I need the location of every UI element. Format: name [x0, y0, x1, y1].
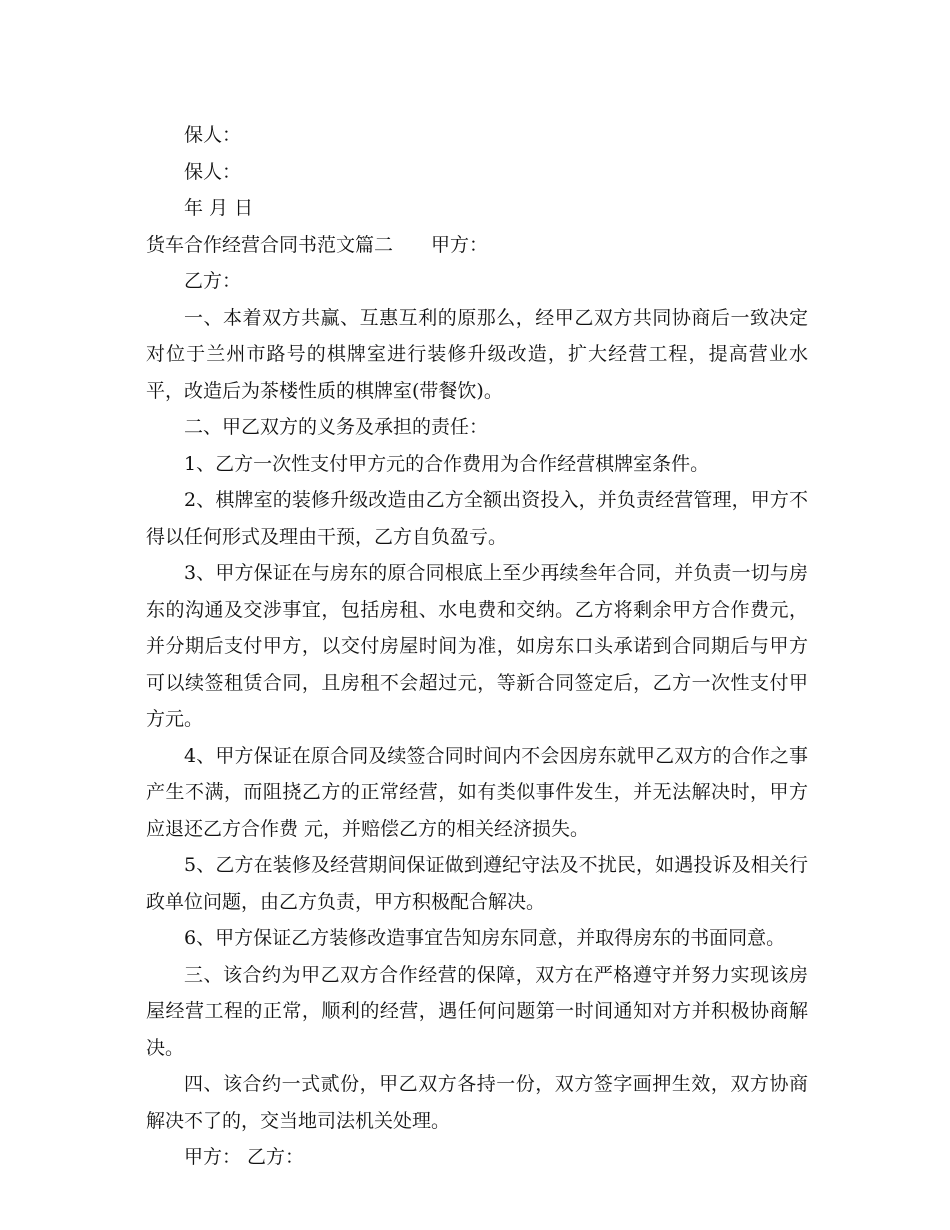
clause-paragraph: 3、甲方保证在与房东的原合同根底上至少再续叁年合同，并负责一切与房东的沟通及交涉事宜，包括房租、水电费和交纳。乙方将剩余甲方合作费元，并分期后支付甲方，以交付房屋时间为准，如房东口头承诺到合同期后与甲方可以续签租赁合同，且房租不会超过元，等新合同签定后，乙方一次性支付甲方元。	[146, 562, 808, 730]
date-line	[146, 190, 808, 227]
date-text: 年 月 日	[184, 197, 254, 219]
clause-paragraph: 6、甲方保证乙方装修改造事宜告知房东同意，并取得房东的书面同意。	[184, 927, 786, 949]
clause-paragraph: 四、该合约一式贰份，甲乙双方各持一份，双方签字画押生效，双方协商解决不了的，交当地司法机关处理。	[146, 1073, 808, 1132]
clause-paragraph: 二、甲乙双方的义务及承担的责任：	[184, 416, 489, 438]
guarantor-line	[146, 154, 808, 191]
party-b-line	[146, 263, 808, 300]
guarantor-label: 保人：	[184, 124, 242, 146]
clause-paragraph: 5、乙方在装修及经营期间保证做到遵纪守法及不扰民，如遇投诉及相关行政单位问题，由乙方负责，甲方积极配合解决。	[146, 854, 808, 913]
signature-party-a: 甲方：	[184, 1146, 242, 1168]
party-a-label: 甲方：	[431, 233, 489, 256]
clause-paragraph: 三、该合约为甲乙双方合作经营的保障，双方在严格遵守并努力实现该房屋经营工程的正常，顺利的经营，遇任何问题第一时间通知对方并积极协商解决。	[146, 963, 808, 1059]
signature-party-b: 乙方：	[247, 1146, 305, 1168]
signature-line	[146, 1139, 808, 1176]
party-b-label: 乙方：	[184, 270, 242, 292]
section-title: 货车合作经营合同书范文篇二	[146, 233, 394, 256]
clause-paragraph: 一、本着双方共赢、互惠互利的原那么，经甲乙双方共同协商后一致决定对位于兰州市路号的棋牌室进行装修升级改造，扩大经营工程，提高营业水平，改造后为茶楼性质的棋牌室(带餐饮)。	[146, 306, 808, 402]
guarantor-line	[146, 117, 808, 154]
clause-paragraph: 4、甲方保证在原合同及续签合同时间内不会因房东就甲乙双方的合作之事产生不满，而阻挠乙方的正常经营，如有类似事件发生，并无法解决时，甲方应退还乙方合作费 元，并赔偿乙方的相关经济损失。	[146, 744, 808, 840]
document-body	[146, 117, 808, 1176]
section-heading-line	[146, 227, 808, 264]
guarantor-label: 保人：	[184, 160, 242, 183]
clause-paragraph: 1、乙方一次性支付甲方元的合作费用为合作经营棋牌室条件。	[184, 452, 710, 475]
clause-paragraph: 2、棋牌室的装修升级改造由乙方全额出资投入，并负责经营管理，甲方不得以任何形式及理由干预，乙方自负盈亏。	[146, 489, 808, 548]
